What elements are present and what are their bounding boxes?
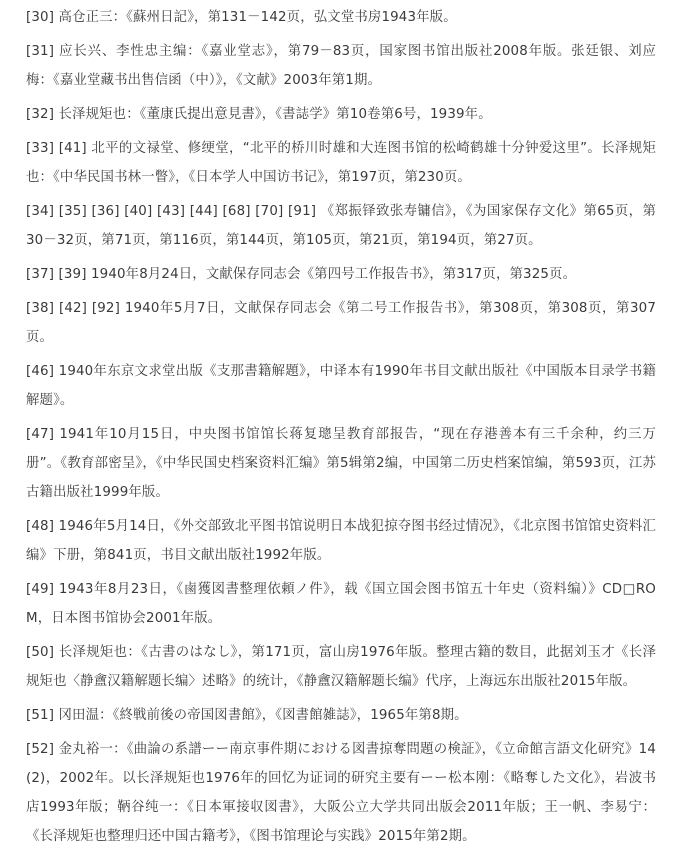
footnote-33-41: [33] [41] 北平的文禄堂、修绠堂，“北平的桥川时雄和大连图书馆的松崎鹤雄十分钟爱这里”。长泽规矩也：《中华民国书林一瞥》，《日本学人中国访书记》，第197页，第230页。 bbox=[26, 141, 656, 185]
footnote-48: [48] 1946年5月14日，《外交部致北平图书馆说明日本战犯掠夺图书经过情况》，《北京图书馆馆史资料汇编》下册，第841页，书目文献出版社1992年版。 bbox=[26, 519, 656, 563]
footnote-52: [52] 金丸裕一：《曲論の系譜ーー南京事件期における図書掠奪問題の検証》，《立命館言語文化研究》14(2)，2002年。以长泽规矩也1976年的回忆为证词的研究主要有ーー松本刚：《略奪した文化》，岩波书店1993年版；鞆谷纯一：《日本軍接収図書》，大阪公立大学共同出版会2011年版；王一帆、李易宁：《长泽规矩也整理归还中国古籍考》，《图书馆理论与实践》2015年第2期。 bbox=[26, 742, 656, 844]
footnote-46: [46] 1940年东京文求堂出版《支那書籍解題》，中译本有1990年书目文献出版社《中国版本目录学书籍解题》。 bbox=[26, 364, 656, 408]
footnote-49: [49] 1943年8月23日，《鹵獲図書整理依頼ノ件》，载《国立国会图书馆五十年史（资料编）》CD□ROM，日本图书馆协会2001年版。 bbox=[26, 582, 656, 626]
footnote-38-92: [38] [42] [92] 1940年5月7日，文献保存同志会《第二号工作报告书》，第308页，第308页，第307页。 bbox=[26, 301, 656, 345]
footnote-30: [30] 高仓正三：《蘇州日記》，第131－142页，弘文堂书房1943年版。 bbox=[26, 10, 457, 25]
footnote-37-39: [37] [39] 1940年8月24日，文献保存同志会《第四号工作报告书》，第317页，第325页。 bbox=[26, 267, 577, 282]
footnote-47: [47] 1941年10月15日，中央图书馆馆长蒋复璁呈教育部报告，“现在存港善本有三千余种，约三万册”。《教育部密呈》，《中华民国史档案资料汇编》第5辑第2编，中国第二历史档案馆编，第593页，江苏古籍出版社1999年版。 bbox=[26, 427, 656, 500]
footnote-31: [31] 应长兴、李性忠主编：《嘉业堂志》，第79－83页，国家图书馆出版社2008年版。张廷银、刘应梅：《嘉业堂藏书出售信函（中）》，《文献》2003年第1期。 bbox=[26, 44, 656, 88]
footnote-32: [32] 长泽规矩也：《董康氏提出意見書》，《書誌学》第10卷第6号，1939年。 bbox=[26, 107, 492, 122]
footnote-51: [51] 冈田温：《終戦前後の帝国図書館》，《図書館雑誌》，1965年第8期。 bbox=[26, 708, 468, 723]
footnote-34-91: [34] [35] [36] [40] [43] [44] [68] [70] [91] 《郑振铎致张寿镛信》，《为国家保存文化》第65页，第30－32页，第71页，第116页，第144页，第105页，第21页，第194页，第27页。 bbox=[26, 204, 656, 248]
footnote-50: [50] 长泽规矩也：《古書のはなし》，第171页，富山房1976年版。整理古籍的数目，此据刘玉才《长泽规矩也〈静盦汉籍解题长编〉述略》的统计，《静盦汉籍解题长编》代序，上海远东出版社2015年版。 bbox=[26, 645, 656, 689]
